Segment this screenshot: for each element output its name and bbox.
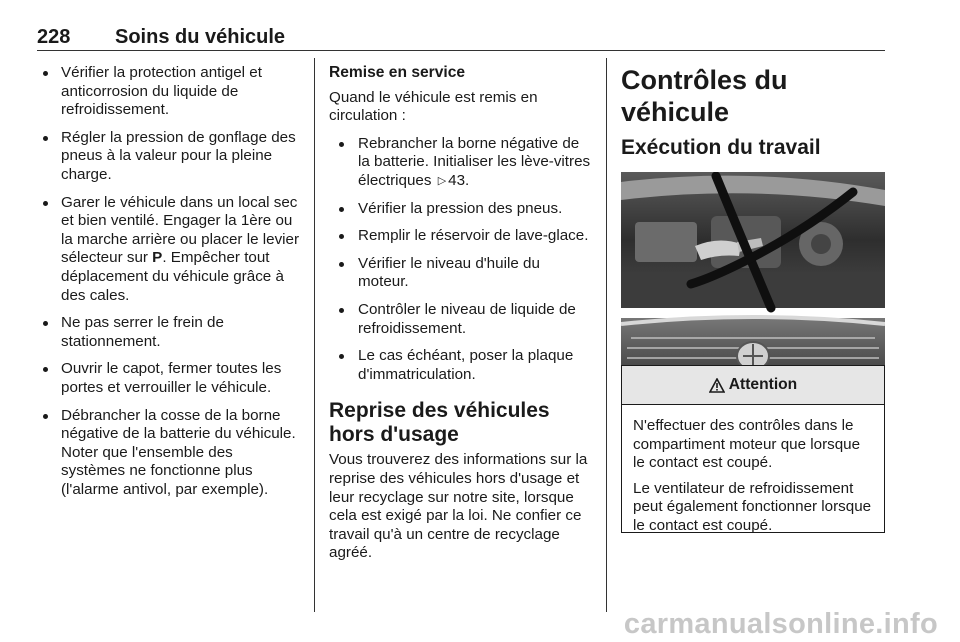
attention-label: Attention: [728, 376, 798, 393]
page-reference-icon[interactable]: ▷: [437, 174, 447, 187]
list-item: Débrancher la cosse de la borne négative de la batterie du véhicule. Noter que l'ensemble des systèmes ne fonctionne plus (l'alarme antivol, par exemple).: [37, 407, 301, 500]
list-item: Garer le véhicule dans un local sec et bien ventilé. Engager la 1ère ou la marche arrière ou placer le levier sélecteur sur P. Empêcher tout déplacement du véhicule grâce à des cales.: [37, 194, 301, 306]
attention-paragraph: N'effectuer des contrôles dans le compartiment moteur que lorsque le contact est coupé.: [633, 417, 861, 472]
watermark-text: carmanualsonline.info: [623, 608, 938, 640]
list-item: Vérifier la pression des pneus.: [329, 200, 593, 219]
list-item: Le cas échéant, poser la plaque d'immatriculation.: [329, 347, 593, 384]
list-item: Vérifier la protection antigel et anticorrosion du liquide de refroidissement.: [37, 64, 301, 120]
attention-header: [622, 366, 884, 405]
list-item: Vérifier le niveau d'huile du moteur.: [329, 255, 593, 292]
column-divider-2: [606, 58, 607, 612]
list-item: Ouvrir le capot, fermer toutes les portes et verrouiller le véhicule.: [37, 360, 301, 397]
list-item: Contrôler le niveau de liquide de refroidissement.: [329, 301, 593, 338]
list-item: Rebrancher la borne négative de la batterie. Initialiser les lève-vitres électriques ▷ 43.: [329, 135, 593, 191]
list-item: Régler la pression de gonflage des pneus à la valeur pour la pleine charge.: [37, 129, 301, 185]
subsection-title: Exécution du travail: [621, 136, 821, 159]
attention-body: [622, 405, 884, 536]
column-divider-1: [314, 58, 315, 612]
warning-triangle-icon: [709, 378, 725, 393]
attention-paragraph: Le ventilateur de refroidissement peut également fonctionner lorsque le contact est coupé.: [633, 479, 872, 534]
engine-hood-crossed-out-illustration: [621, 172, 885, 383]
reprise-title: Reprise des véhicules hors d'usage: [329, 399, 550, 447]
chapter-title: Soins du véhicule: [115, 26, 286, 48]
reprise-text: Vous trouverez des informations sur la reprise des véhicules hors d'usage et leur recyclage sur notre site, lorsque cela est exigé par la loi. Ne confier ce travail qu'à un centre de recyclage agréé.: [329, 451, 588, 562]
gear-position-p: P: [152, 249, 163, 267]
column-right: [621, 64, 885, 383]
remise-intro: Quand le véhicule est remis en circulation :: [329, 88, 538, 125]
list-item: Remplir le réservoir de lave-glace.: [329, 227, 593, 246]
column-middle: [329, 64, 593, 572]
page-number: 228: [37, 26, 71, 48]
remise-title: Remise en service: [329, 64, 466, 81]
page-header: [37, 26, 885, 52]
storage-checklist: [37, 64, 301, 499]
header-divider: [37, 50, 885, 51]
column-left: [37, 64, 301, 508]
section-title: Contrôles du véhicule: [621, 65, 788, 127]
list-item: Ne pas serrer le frein de stationnement.: [37, 314, 301, 351]
attention-box: [621, 365, 885, 533]
page-reference[interactable]: 43.: [448, 171, 470, 189]
remise-checklist: [329, 135, 593, 385]
